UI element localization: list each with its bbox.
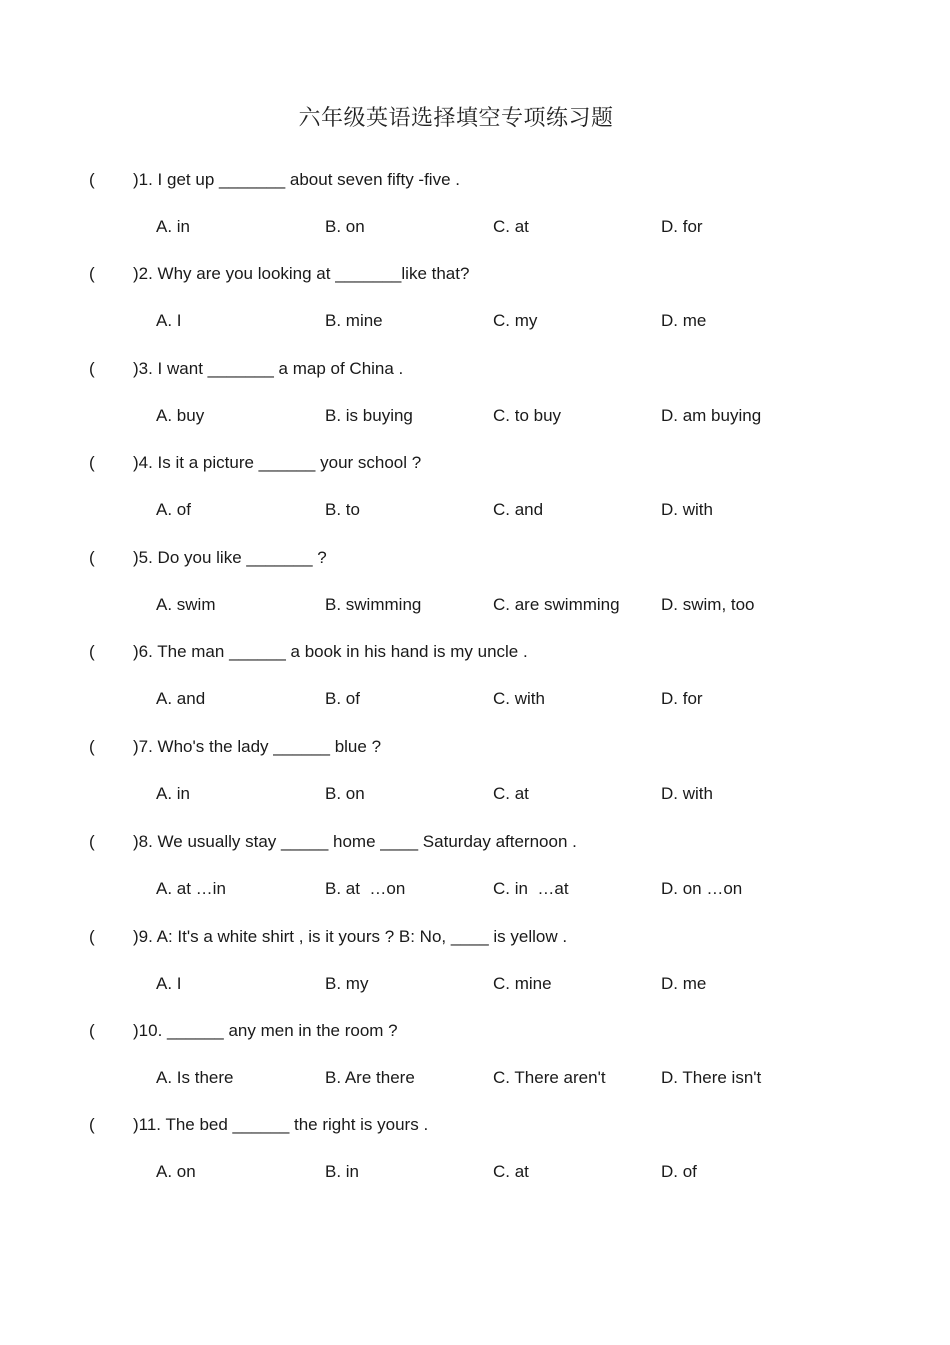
question-10	[0, 1020, 950, 1115]
option-b: B. at …on	[325, 879, 406, 898]
option-a: A. I	[156, 974, 182, 993]
option-b: B. my	[325, 974, 369, 993]
option-b: B. of	[325, 689, 360, 708]
option-d: D. for	[661, 689, 703, 708]
question-text: )7. Who's the lady ______ blue ?	[133, 737, 382, 756]
option-d: D. There isn't	[661, 1068, 762, 1087]
answer-paren: (	[89, 832, 95, 851]
question-4	[0, 452, 950, 547]
option-a: A. I	[156, 311, 182, 330]
question-8	[0, 831, 950, 926]
option-c: C. There aren't	[493, 1068, 606, 1087]
question-text: )4. Is it a picture ______ your school ?	[133, 453, 422, 472]
answer-paren: (	[89, 1021, 95, 1040]
question-text: )8. We usually stay _____ home ____ Saturday afternoon .	[133, 832, 577, 851]
question-7	[0, 736, 950, 831]
option-a: A. of	[156, 500, 191, 519]
question-3	[0, 358, 950, 453]
option-c: C. at	[493, 217, 529, 236]
question-11	[0, 1114, 950, 1209]
option-a: A. in	[156, 217, 191, 236]
question-text: )2. Why are you looking at _______like that?	[133, 264, 470, 283]
answer-paren: (	[89, 548, 95, 567]
option-b: B. to	[325, 500, 360, 519]
option-a: A. Is there	[156, 1068, 234, 1087]
option-d: D. of	[661, 1162, 697, 1181]
answer-paren: (	[89, 927, 95, 946]
option-d: D. me	[661, 974, 707, 993]
question-9	[0, 926, 950, 1021]
answer-paren: (	[89, 453, 95, 472]
question-text: )5. Do you like _______ ?	[133, 548, 327, 567]
page-title: 六年级英语选择填空专项练习题	[298, 106, 614, 131]
option-d: D. on …on	[661, 879, 743, 898]
option-b: B. Are there	[325, 1068, 415, 1087]
question-text: )10. ______ any men in the room ?	[133, 1021, 398, 1040]
option-d: D. swim, too	[661, 595, 755, 614]
option-c: C. at	[493, 784, 529, 803]
option-c: C. my	[493, 311, 538, 330]
question-text: )11. The bed ______ the right is yours .	[133, 1115, 429, 1134]
option-d: D. with	[661, 784, 713, 803]
question-text: )1. I get up _______ about seven fifty -five .	[133, 170, 460, 189]
option-c: C. and	[493, 500, 544, 519]
option-d: D. for	[661, 217, 703, 236]
option-b: B. swimming	[325, 595, 422, 614]
question-5	[0, 547, 950, 642]
answer-paren: (	[89, 359, 95, 378]
option-b: B. is buying	[325, 406, 413, 425]
question-text: )6. The man ______ a book in his hand is my uncle .	[133, 642, 528, 661]
option-a: A. in	[156, 784, 191, 803]
option-d: D. me	[661, 311, 707, 330]
option-c: C. are swimming	[493, 595, 620, 614]
option-d: D. with	[661, 500, 713, 519]
option-a: A. buy	[156, 406, 205, 425]
option-b: B. mine	[325, 311, 383, 330]
question-text: )9. A: It's a white shirt , is it yours ? B: No, ____ is yellow .	[133, 927, 568, 946]
question-text: )3. I want _______ a map of China .	[133, 359, 404, 378]
option-a: A. at …in	[156, 879, 226, 898]
question-2	[0, 263, 950, 358]
answer-paren: (	[89, 1115, 95, 1134]
answer-paren: (	[89, 737, 95, 756]
option-c: C. at	[493, 1162, 529, 1181]
option-a: A. and	[156, 689, 206, 708]
option-a: A. swim	[156, 595, 216, 614]
answer-paren: (	[89, 642, 95, 661]
option-c: C. mine	[493, 974, 552, 993]
option-c: C. with	[493, 689, 545, 708]
option-b: B. on	[325, 217, 365, 236]
option-d: D. am buying	[661, 406, 762, 425]
option-c: C. in …at	[493, 879, 569, 898]
option-b: B. in	[325, 1162, 360, 1181]
option-a: A. on	[156, 1162, 196, 1181]
answer-paren: (	[89, 264, 95, 283]
answer-paren: (	[89, 170, 95, 189]
question-6	[0, 641, 950, 736]
option-b: B. on	[325, 784, 365, 803]
question-1	[0, 169, 950, 264]
option-c: C. to buy	[493, 406, 562, 425]
